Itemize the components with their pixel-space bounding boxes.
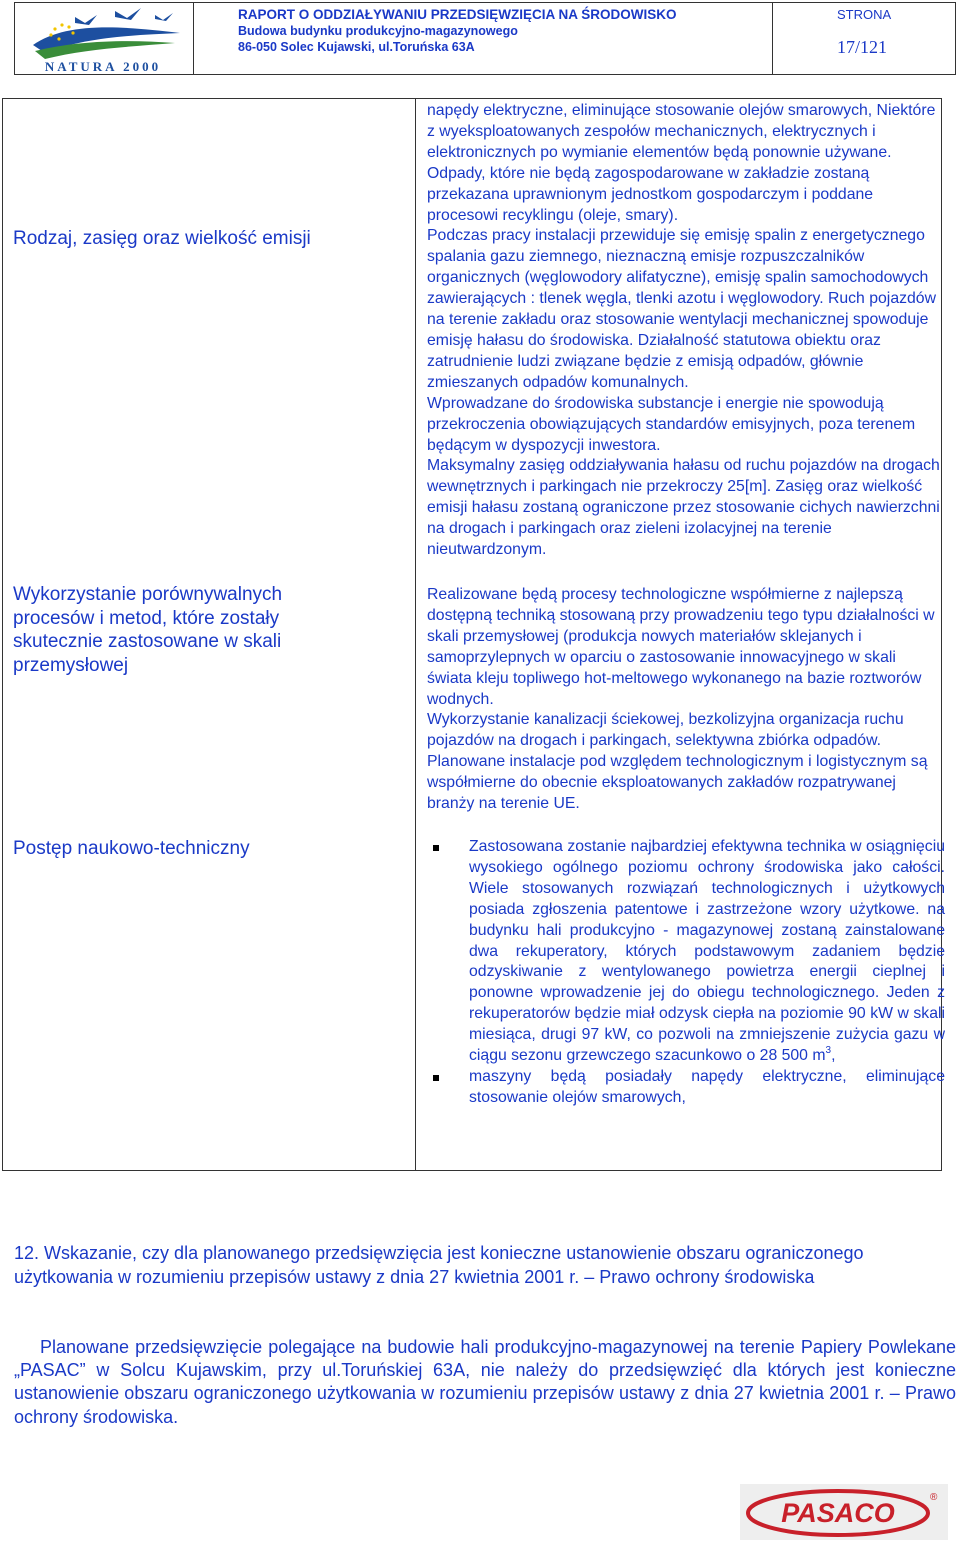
list-item xyxy=(433,1067,945,1109)
page-label: STRONA xyxy=(837,7,892,22)
report-title-block xyxy=(194,3,773,74)
paragraph: napędy elektryczne, eliminujące stosowanie olejów smarowych, Niektóre z wyeksploatowanych zespołów mechanicznych, elektrycznych i elektronicznych po wymianie elementów będą ponownie używane. Odpady, które nie będą zagospodarowane w zakładzie zostaną przekazana uprawnionym jednostkom gospodarczym i poddane procesowi recyklingu (oleje, smary). xyxy=(427,102,936,224)
bullet-text-end: , xyxy=(831,1047,836,1065)
pasaco-logo-graphic xyxy=(740,1484,948,1540)
emissions-text xyxy=(427,101,943,561)
row-label-emissions: Rodzaj, zasięg oraz wielkość emisji xyxy=(13,228,311,249)
paragraph: Realizowane będą procesy technologiczne współmierne z najlepszą dostępną techniką stosowaną przy prowadzeniu tego typu działalności w skali przemysłowej (produkcja nowych materiałów sklejanych i samoprzylepnych w oparciu o zastosowanie innowacyjnego w skali świata kleju topliwego hot-meltowego wykonanego na bazie roztworów wodnych. xyxy=(427,586,935,708)
paragraph: Wykorzystanie kanalizacji ściekowej, bezkolizyjna organizacja ruchu pojazdów na drogach i parkingach, selektywna zbiórka odpadów. Planowane instalacje pod względem technologicznym i logistycznym są współmierne do obecnie eksploatowanych zakładów rozpatrywanej branży na terenie UE. xyxy=(427,711,928,813)
report-address: 86-050 Solec Kujawski, ul.Toruńska 63A xyxy=(238,40,475,54)
registered-mark: ® xyxy=(930,1492,938,1503)
page-header xyxy=(14,2,956,75)
bullet-text: maszyny będą posiadały napędy elektryczne, eliminujące stosowanie olejów smarowych, xyxy=(469,1067,945,1106)
natura-2000-logo-graphic xyxy=(15,3,191,74)
report-subtitle: Budowa budynku produkcyjno-magazynowego xyxy=(238,24,518,38)
paragraph: Podczas pracy instalacji przewiduje się emisję spalin z energetycznego spalania gazu ziemnego, nieznaczną emisje rozpuszczalników organicznych (węglowodory alifatyczne), emisję spalin samochodowych zawierających : tlenek węgla, tlenki azotu i węglowodory. Ruch pojazdów na terenie zakładu oraz stosowanie wentylacji mechanicznej spowoduje emisję hałasu do środowiska. Działalność statutowa obiektu oraz zatrudnienie ludzi związane będzie z emisją odpadów, głównie zmieszanych odpadów komunalnych. xyxy=(427,227,936,391)
row-label-comparable-processes: Wykorzystanie porównywalnych procesów i metod, które zostały skutecznie zastosowane w skali przemysłowej xyxy=(13,584,283,676)
column-divider xyxy=(415,99,416,1170)
page-number-block xyxy=(773,3,955,74)
paragraph: Maksymalny zasięg oddziaływania hałasu od ruchu pojazdów na drogach wewnętrznych i parkingach nie przekroczy 25[m]. Zasięg oraz wielkość emisji hałasu zostaną ograniczone przez stosowanie cichych nawierzchni na drogach i parkingach oraz zieleni izolacyjnej na terenie nieutwardzonym. xyxy=(427,457,940,559)
bullet-text: Zastosowana zostanie najbardziej efektywna technika w osiągnięciu wysokiego ogólnego poziomu ochrony środowiska jako całości. Wiele stosowanych rozwiązań technologicznych i użytkowych posiada zgłoszenia patentowe i zastrzeżone wzory użytkowe. na budynku hali produkcyjno - magazynowej zostaną zainstalowane dwa rekuperatory, których podstawowym zadaniem będzie odzyskiwanie z wentylowanego powietrza energii cieplnej i ponowne wprowadzenie jej do obiegu technologicznego. Jeden z rekuperatorów będzie miał odzysk ciepła na poziomie 90 kW w skali miesiąca, drugi 97 kW, co pozwoli na zmniejszenie zużycia gazu w ciągu sezonu grzewczego szacunkowo o 28 500 m xyxy=(469,838,945,1065)
pasaco-logo xyxy=(740,1484,948,1540)
natura-2000-logo xyxy=(15,3,194,74)
bullet-square-icon xyxy=(433,1075,439,1081)
section-heading: 12. Wskazanie, czy dla planowanego przedsięwzięcia jest konieczne ustanowienie obszaru ograniczonego użytkowania w rozumieniu przepisów ustawy z dnia 27 kwietnia 2001 r. – Prawo ochrony środowiska xyxy=(14,1243,864,1287)
page-number: 17/121 xyxy=(837,37,888,57)
emission-table xyxy=(2,98,945,1171)
comparable-processes-text xyxy=(427,585,943,815)
bullet-square-icon xyxy=(433,845,439,851)
report-title: RAPORT O ODDZIAŁYWANIU PRZEDSIĘWZIĘCIA NA ŚRODOWISKO xyxy=(238,7,677,22)
natura-logo-text: NATURA 2000 xyxy=(44,59,162,74)
progress-bullet-list xyxy=(433,837,945,1109)
paragraph: Wprowadzane do środowiska substancje i energie nie spowodują przekroczenia obowiązujących standardów emisyjnych, poza terenem będącym w dyspozycji inwestora. xyxy=(427,394,916,454)
superscript: 3 xyxy=(825,1045,832,1057)
pasaco-logo-text: PASACO xyxy=(781,1498,895,1528)
section-body: Planowane przedsięwzięcie polegające na budowie hali produkcyjno-magazynowej na terenie Papiery Powlekane „PASAC” w Solcu Kujawskim, przy ul.Toruńskiej 63A, nie należy do przedsięwzięć dla których jest konieczne ustanowienie obszaru ograniczonego użytkowania w rozumieniu przepisów ustawy z dnia 27 kwietnia 2001 r. – Prawo ochrony środowiska. xyxy=(14,1337,956,1427)
row-label-progress: Postęp naukowo-techniczny xyxy=(13,838,250,859)
list-item xyxy=(433,837,945,1067)
